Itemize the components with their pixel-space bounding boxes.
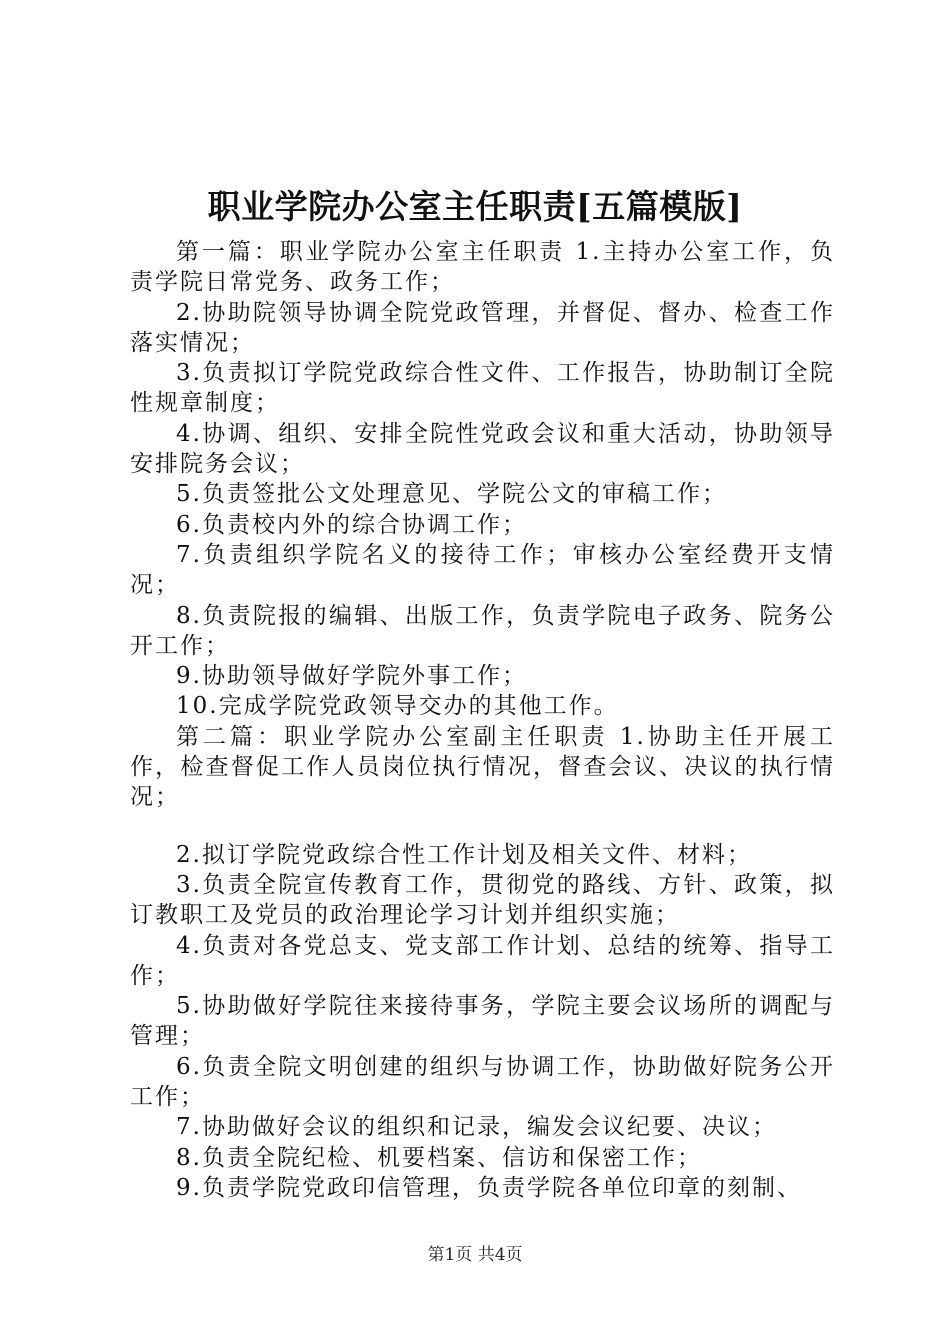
paragraph-17: 7.协助做好会议的组织和记录，编发会议纪要、决议； [176, 1114, 777, 1141]
paragraph-2: 2.协助院领导协调全院党政管理，并督促、督办、检查工作落实情况； [130, 299, 835, 356]
page-title: 职业学院办公室主任职责[五篇模版] [207, 187, 743, 226]
paragraph-16: 6.负责全院文明创建的组织与协调工作，协助做好院务公开工作； [130, 1053, 835, 1111]
paragraph-3: 3.负责拟订学院党政综合性文件、工作报告，协助制订全院性规章制度； [130, 360, 835, 417]
paragraph-19: 9.负责学院党政印信管理，负责学院各单位印章的刻制、 [176, 1174, 802, 1201]
paragraph-1: 第一篇：职业学院办公室主任职责 1.主持办公室工作，负责学院日常党务、政务工作； [130, 239, 835, 296]
paragraph-12: 2.拟订学院党政综合性工作计划及相关文件、材料； [176, 841, 752, 868]
paragraph-4: 4.协调、组织、安排全院性党政会议和重大活动，协助领导安排院务会议； [130, 420, 835, 478]
paragraph-5: 5.负责签批公文处理意见、学院公文的审稿工作； [176, 481, 727, 508]
page-number: 第1页 共4页 [427, 1245, 523, 1265]
paragraph-9: 9.协助领导做好学院外事工作； [176, 663, 527, 690]
paragraph-18: 8.负责全院纪检、机要档案、信访和保密工作； [176, 1144, 702, 1171]
paragraph-14: 4.负责对各党总支、党支部工作计划、总结的统筹、指导工作； [130, 932, 835, 989]
paragraph-10: 10.完成学院党政领导交办的其他工作。 [176, 693, 619, 720]
document-body [130, 237, 835, 1203]
paragraph-15: 5.协助做好学院往来接待事务，学院主要会议场所的调配与管理； [130, 993, 835, 1050]
paragraph-7: 7.负责组织学院名义的接待工作；审核办公室经费开支情况； [130, 541, 835, 599]
paragraph-8: 8.负责院报的编辑、出版工作，负责学院电子政务、院务公开工作； [130, 602, 835, 659]
paragraph-6: 6.负责校内外的综合协调工作； [176, 511, 527, 538]
paragraph-11: 第二篇：职业学院办公室副主任职责 1.协助主任开展工作，检查督促工作人员岗位执行情况，督查会议、决议的执行情况； [130, 723, 835, 811]
paragraph-13: 3.负责全院宣传教育工作，贯彻党的路线、方针、政策，拟订教职工及党员的政治理论学习计划并组织实施； [130, 871, 835, 929]
